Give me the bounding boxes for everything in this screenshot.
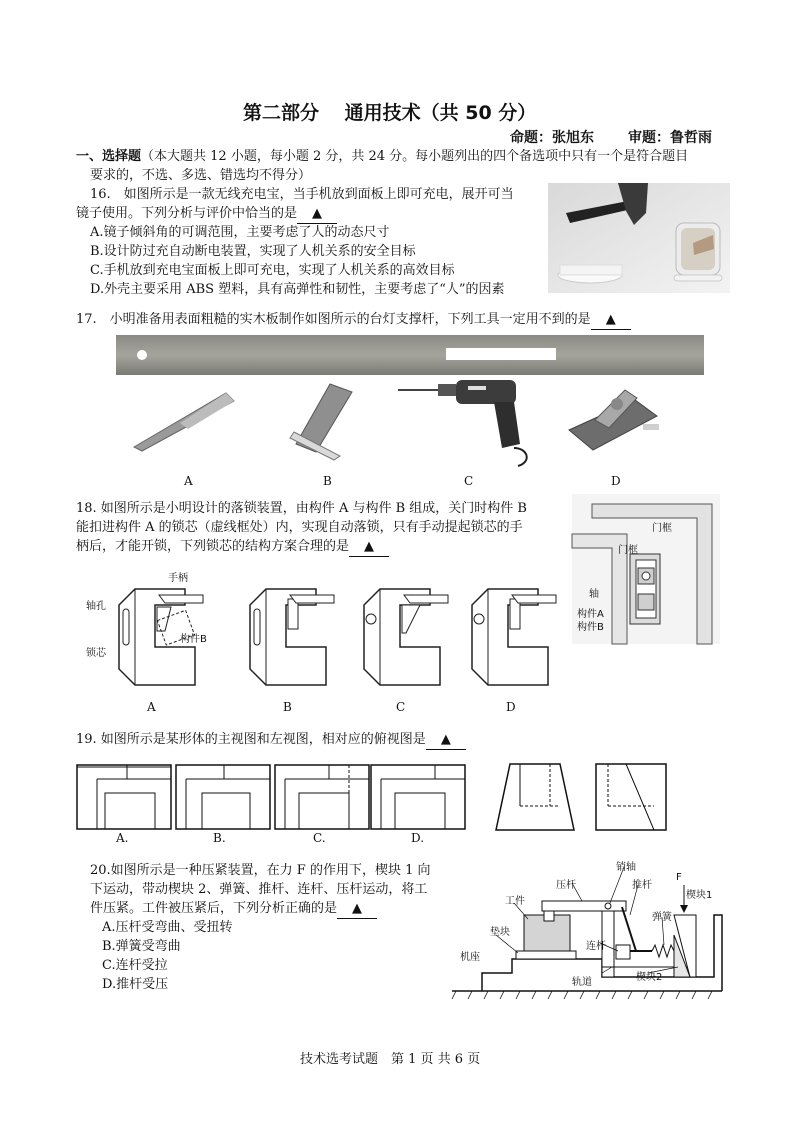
q16-option-c: C.手机放到充电宝面板上即可充电，实现了人机关系的高效目标 xyxy=(90,263,455,278)
q19-label-b: B. xyxy=(213,831,226,845)
author-credit: 命题：张旭东 xyxy=(510,130,594,146)
q18-option-c-figure xyxy=(360,585,455,695)
q20-label-press-rod: 压杆 xyxy=(556,880,576,891)
q20-label-wedge1: 楔块1 xyxy=(686,890,713,901)
q19-option-d-view xyxy=(371,765,466,830)
q20-stem-line2: 下运动，带动楔块 2、弹簧、推杆、连杆、压杆运动，将工 xyxy=(90,882,428,897)
q18-label-handle: 手柄 xyxy=(168,573,188,584)
q19-stem xyxy=(76,730,466,750)
q18-label-a: A xyxy=(147,700,156,714)
q20-label-link: 连杆 xyxy=(586,941,606,952)
q20-stem-text: 件压紧。工件被压紧后，下列分析正确的是 xyxy=(90,901,338,916)
section-desc-line1: （本大题共 12 小题，每小题 2 分，共 24 分。每小题列出的四个备选项中只有一个是符合题目 xyxy=(141,149,689,164)
q18-label-d: D xyxy=(506,700,516,714)
q18-stem-text: 柄后，才能开锁，下列锁芯的结构方案合理的是 xyxy=(76,539,350,554)
q20-label-wedge2: 楔块2 xyxy=(636,972,663,983)
q18-option-d-figure xyxy=(468,585,563,695)
q17-wood-board-image xyxy=(116,335,704,375)
q17-label-d: D xyxy=(611,474,621,488)
q17-label-c: C xyxy=(464,474,474,488)
q20-label-base: 机座 xyxy=(460,952,480,963)
q20-option-d: D.推杆受压 xyxy=(102,977,169,992)
q16-stem-line2 xyxy=(76,204,337,224)
q20-stem-line3 xyxy=(90,899,377,919)
q20-option-a: A.压杆受弯曲、受扭转 xyxy=(102,920,233,935)
q19-stem-text: 19. 如图所示是某形体的主视图和左视图，相对应的俯视图是 xyxy=(76,732,426,747)
q17-tool-d-plane xyxy=(565,380,665,460)
q20-label-pin: 销轴 xyxy=(616,862,636,873)
q20-label-track: 轨道 xyxy=(572,977,592,988)
q19-front-view xyxy=(496,764,580,832)
q17-stem xyxy=(76,310,631,330)
q19-label-a: A. xyxy=(116,831,129,845)
reviewer-credit: 审题：鲁哲雨 xyxy=(628,130,712,146)
q18-option-b-figure xyxy=(246,585,341,695)
q19-option-b-view xyxy=(176,765,271,830)
q18-stem-line1: 18. 如图所示是小明设计的落锁装置，由构件 A 与构件 B 组成，关门时构件 B xyxy=(76,501,527,516)
q19-option-a-view xyxy=(77,765,172,830)
q16-option-a: A.镜子倾斜角的可调范围，主要考虑了人的动态尺寸 xyxy=(90,225,390,240)
q17-stem-text: 17. 小明准备用表面粗糙的实木板制作如图所示的台灯支撑杆，下列工具一定用不到的是 xyxy=(76,312,591,327)
section-heading-label: 一、选择题 xyxy=(76,149,142,164)
q16-option-d: D.外壳主要采用 ABS 塑料，具有高弹性和韧性，主要考虑了“人”的因素 xyxy=(90,282,505,297)
q16-stem-text: 镜子使用。下列分析与评价中恰当的是 xyxy=(76,206,298,221)
q16-option-b: B.设计防过充自动断电装置，实现了人机关系的安全目标 xyxy=(90,244,416,259)
q19-answer-blank: ▲ xyxy=(426,730,466,750)
q17-label-a: A xyxy=(184,474,193,488)
q18-label-c: C xyxy=(396,700,406,714)
q16-answer-blank: ▲ xyxy=(297,204,337,224)
q20-stem-line1: 20.如图所示是一种压紧装置，在力 F 的作用下，楔块 1 向 xyxy=(90,863,431,878)
q20-option-c: C.连杆受拉 xyxy=(102,958,168,973)
q19-label-c: C. xyxy=(313,831,326,845)
q18-label-door-frame-2: 门框 xyxy=(618,545,638,556)
page-title: 第二部分 通用技术（共 50 分） xyxy=(243,102,537,124)
q20-answer-blank: ▲ xyxy=(337,899,377,919)
q18-label-part-b: 构件B xyxy=(577,622,604,633)
q19-label-d: D. xyxy=(411,831,425,845)
q20-label-workpiece: 工件 xyxy=(505,896,525,907)
q20-label-spring: 弹簧 xyxy=(652,912,672,923)
q19-option-c-view xyxy=(275,765,370,830)
q18-stem-line3 xyxy=(76,537,389,557)
page-footer: 技术选考试题 第 1 页 共 6 页 xyxy=(300,1052,481,1067)
q16-charger-photo xyxy=(548,183,730,293)
q20-label-pad: 垫块 xyxy=(490,927,510,938)
section-desc-line2: 要求的，不选、多选、错选均不得分） xyxy=(90,168,312,183)
q18-answer-blank: ▲ xyxy=(349,537,389,557)
q18-stem-line2: 能扣进构件 A 的锁芯（虚线框处）内，实现自动落锁，只有手动提起锁芯的手 xyxy=(76,520,523,535)
q18-label-door-frame-1: 门框 xyxy=(652,523,672,534)
q20-label-force: F xyxy=(676,872,682,883)
q17-tool-c-drill xyxy=(398,378,538,468)
q20-option-b: B.弹簧受弯曲 xyxy=(102,939,181,954)
q16-stem-line1: 16. 如图所示是一款无线充电宝，当手机放到面板上即可充电，展开可当 xyxy=(90,187,514,202)
q17-label-b: B xyxy=(323,474,332,488)
q19-left-view xyxy=(596,764,668,832)
q18-label-shaft-hole: 轴孔 xyxy=(86,601,106,612)
q18-label-part-b-left: 构件B xyxy=(180,634,207,645)
q18-label-part-a: 构件A xyxy=(577,609,604,620)
q20-label-push-rod: 推杆 xyxy=(632,880,652,891)
q17-tool-b-square xyxy=(290,380,360,460)
q17-tool-a-punch xyxy=(130,385,240,455)
q18-label-b: B xyxy=(283,700,292,714)
q18-label-core: 锁芯 xyxy=(86,648,106,659)
q17-answer-blank: ▲ xyxy=(591,310,631,330)
q18-label-shaft: 轴 xyxy=(589,589,599,600)
section-heading xyxy=(76,147,688,166)
